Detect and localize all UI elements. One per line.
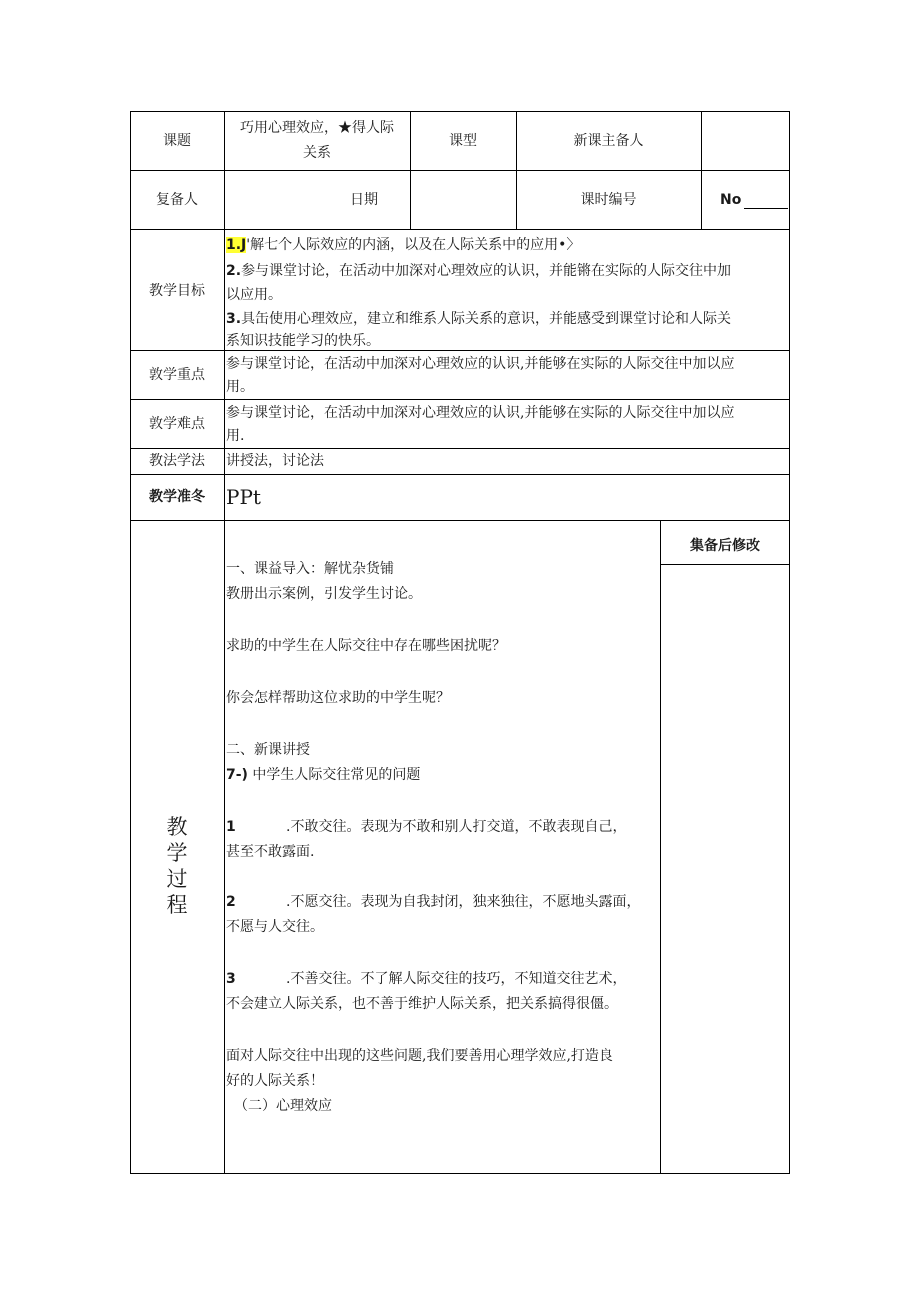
question-2: 你会怎样帮助这位求助的中学生呢？ [226, 690, 450, 706]
methods-value: 讲授法，讨论法 [226, 453, 324, 469]
process-label-char: 过 [166, 867, 188, 891]
label-column-divider [224, 111, 225, 1174]
goal-2-text-line2: 以应用。 [226, 287, 282, 303]
lesson-number-prefix: No [720, 192, 742, 208]
point-1-line2: 甚至不敢露面. [226, 844, 315, 860]
key-points-label: 敦学重点 [149, 367, 205, 383]
difficulties-label: 敦学难点 [149, 416, 205, 432]
row-divider [130, 170, 790, 171]
section-3-title: （二）心理效应 [234, 1098, 332, 1114]
revision-header-divider [660, 564, 790, 565]
teaching-goals-label: 教学目标 [149, 283, 205, 299]
teaching-goal-item-2 [226, 258, 731, 284]
table-border-top [130, 111, 790, 112]
point-2-line1: .不愿交往。表现为自我封闭，独来独往，不愿地头露面， [286, 894, 641, 910]
co-preparer-label: 复备人 [156, 192, 198, 208]
point-3-line2: 不会建立人际关系，也不善于维护人际关系，把关系搞得很僵。 [226, 996, 618, 1012]
section-2-subtitle-text: 中学生人际交往常见的问题 [252, 767, 421, 783]
table-border-right [789, 111, 790, 1174]
goal-3-number: 3. [226, 311, 242, 327]
row-divider [130, 520, 790, 521]
column-divider [701, 111, 702, 230]
course-type-value: 新课主备人 [573, 133, 644, 149]
lesson-number-label: 课时编号 [580, 192, 637, 208]
row-divider [130, 229, 790, 230]
course-type-label: 课型 [449, 133, 477, 149]
section-2-subtitle [226, 762, 420, 788]
goal-2-number: 2. [226, 263, 242, 279]
revision-column-divider [660, 520, 661, 1174]
goal-3-text-line1: 具缶使用心理效应，建立和维系人际关系的意识，并能感受到课堂讨论和人际关 [241, 311, 732, 327]
goal-3-text-line2: 系知识技能学习的快乐。 [226, 333, 380, 349]
goal-1-number: 1.J [226, 237, 247, 253]
section-2-title: 二、新课讲授 [226, 742, 310, 758]
section-2-subtitle-number: 7-) [226, 767, 248, 783]
section-1-line: 教册出示案例，引发学生讨论。 [226, 586, 422, 602]
point-2-line2: 不愿与人交往。 [226, 919, 324, 935]
difficulties-line2: 用. [226, 428, 245, 444]
key-points-line1: 参与课堂讨论，在活动中加深对心理效应的认识,并能够在实际的人际交往中加以应 [226, 356, 735, 372]
section-1-title: 一、课益导入：解忧杂货铺 [226, 561, 394, 577]
course-title-label: 课题 [163, 133, 191, 149]
lesson-number-blank-line [744, 208, 788, 209]
table-border-bottom [130, 1173, 790, 1174]
point-3-number: 3 [226, 971, 236, 987]
course-title-value-line1: 巧用心理效应，★得人际 [240, 120, 394, 136]
question-1: 求助的中学生在人际交往中存在哪些困扰呢？ [226, 638, 506, 654]
preparation-label: 教学准冬 [149, 489, 205, 505]
key-points-line2: 用。 [226, 379, 254, 395]
table-border-left [130, 111, 131, 1174]
teaching-goal-item-1 [226, 232, 580, 258]
methods-label: 教法学法 [149, 453, 205, 469]
point-1-line1: .不敢交往。表现为不敢和别人打交道，不敢表现自己， [286, 819, 627, 835]
point-2-number: 2 [226, 894, 236, 910]
row-divider [130, 474, 790, 475]
point-3-line1: .不善交往。不了解人际交往的技巧，不知道交往艺术， [286, 971, 627, 987]
conclusion-line2: 好的人际关系！ [226, 1073, 324, 1089]
preparation-value: PPt [226, 485, 261, 509]
difficulties-line1: 参与课堂讨论，在活动中加深对心理效应的认识,并能够在实际的人际交往中加以应 [226, 405, 735, 421]
process-label-char: 教 [166, 815, 188, 839]
date-label: 日期 [350, 192, 378, 208]
goal-1-text: '解七个人际效应的内涵，以及在人际关系中的应用•〉 [246, 237, 581, 253]
process-label-char: 程 [166, 893, 188, 917]
goal-2-text-line1: 参与课堂讨论，在活动中加深对心理效应的认识，并能锵在实际的人际交往中加 [241, 263, 732, 279]
revision-column-header: 集备后修改 [690, 538, 760, 554]
process-label-char: 学 [166, 841, 188, 865]
course-title-value-line2: 关系 [303, 145, 331, 161]
point-1-number: 1 [226, 819, 236, 835]
conclusion-line1: 面对人际交往中出现的这些问题,我们要善用心理学效应,打造良 [226, 1048, 613, 1064]
